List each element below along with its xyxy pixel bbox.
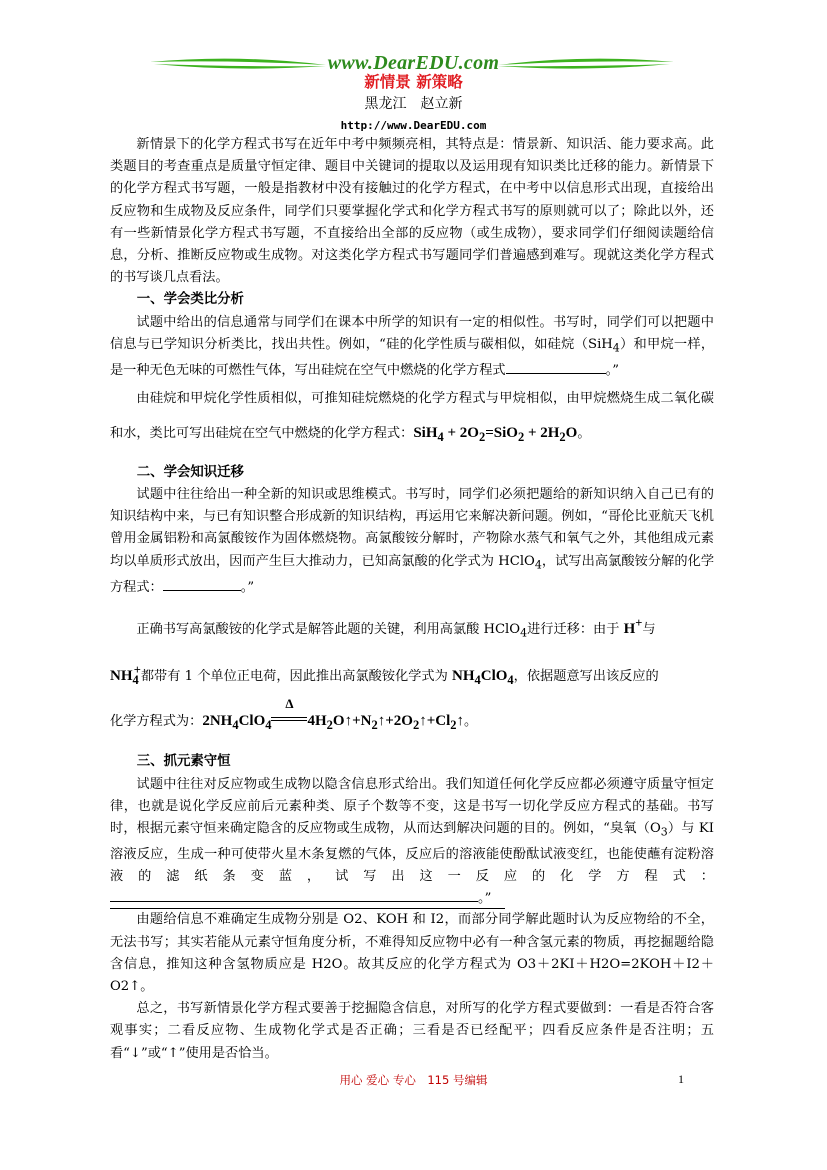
section2-paragraph2-cont: $NH_4^+$都带有 1 个单位正电荷，因此推出高氯酸铵化学式为 $NH_4ClO_4$，依据题意写出该反应的 (110, 663, 659, 688)
article-title: 新情景 新策略 (364, 72, 463, 91)
site-name: www.DearEDU.com (327, 52, 500, 74)
answer-blank (163, 577, 241, 591)
section3-paragraph2: 由题给信息不难确定生成物分别是 O2、KOH 和 I2，而部分同学解此题时认为反应物给的不全，无法书写；其实若能从元素守恒角度分析，不难得知反应物中必有一种含氢元素的物质，再挖掘题给隐含信息，推知这种含氢物质应是 H2O。故其反应的化学方程式为 O3＋2KI＋H2O=2KOH＋I2＋O2↑。 (110, 912, 714, 995)
answer-blank (506, 360, 606, 374)
intro-paragraph: 新情景下的化学方程式书写在近年中考中频频亮相，其特点是：情景新、知识活、能力要求高。此类题目的考查重点是质量守恒定律、题目中关键词的提取以及运用现有知识类比迁移的能力。新情景下的化学方程式书写题，一般是指教材中没有接触过的化学方程式，在中考中以信息形式出现，直接给出反应物和生成物及反应条件，同学们只要掌握化学式和化学方程式书写的原则就可以了；除此以外，还有一些新情景化学方程式书写题，不直接给出全部的反应物（或生成物），要求同学们仔细阅读题给信息，分析、推断反应物或生成物。对这类化学方程式书写题同学们普遍感到难写。现就这类化学方程式的书写谈几点看法。 (110, 137, 714, 286)
heat-condition: Δ (271, 717, 307, 725)
section1-paragraph1: 试题中给出的信息通常与同学们在课本中所学的知识有一定的相似性。书写时，同学们可以把题中信息与已学知识分析类比，找出共性。例如，“硅的化学性质与碳相似，如硅烷（SiH$_4$）和甲烷一样，是一种无色无味的可燃性气体，写出硅烷在空气中燃烧的化学方程式 。” (110, 314, 715, 378)
ammonium-ion: $NH_4^+$ (110, 663, 141, 688)
section2-paragraph2: 正确书写高氯酸铵的化学式是解答此题的关键，利用高氯酸 HClO$_4$进行迁移：由于 H+与 (136, 615, 656, 640)
footer-text: 用心 爱心 专心 115 号编辑 (339, 1073, 488, 1087)
section2-paragraph3: 化学方程式为：$2NH_4ClO_4$ Δ $4H_2O↑+N_2↑+2O_2↑+Cl_2↑$。 (110, 696, 478, 733)
section-heading-conservation: 三、抓元素守恒 (136, 754, 231, 770)
article-body (110, 134, 714, 1065)
site-url: http://www.DearEDU.com (340, 119, 487, 132)
ammonium-perchlorate: $NH_4ClO_4$ (451, 668, 514, 688)
article-author: 黑龙江 赵立新 (364, 96, 463, 112)
decomposition-formula: $2NH_4ClO_4$ Δ $4H_2O↑+N_2↑+2O_2↑+Cl_2↑$ (202, 696, 464, 733)
summary-paragraph: 总之，书写新情景化学方程式要善于挖掘隐含信息，对所写的化学方程式要做到：一看是否符合客观事实；二看反应物、生成物化学式是否正确；三看是否已经配平；四看反应条件是否注明；五看“↓”或“↑”使用是否恰当。 (110, 1001, 714, 1061)
section1-paragraph2: 由硅烷和甲烷化学性质相似，可推知硅烷燃烧的化学方程式与甲烷相似，由甲烷燃烧生成二氧化碳和水，类比可写出硅烷在空气中燃烧的化学方程式：$SiH_4 + 2O_2=SiO_2 + 2H_2O$。 (110, 390, 714, 444)
section-heading-analogy: 一、学会类比分析 (136, 292, 244, 308)
answer-blank (110, 888, 478, 902)
page-number: 1 (678, 1072, 684, 1086)
silane-combustion-formula: $SiH_4 + 2O_2=SiO_2 + 2H_2O$ (413, 424, 578, 444)
h-plus-ion: H+ (623, 615, 643, 637)
section3-paragraph1: 试题中往往对反应物或生成物以隐含信息形式给出。我们知道任何化学反应都必须遵守质量守恒定律，也就是说化学反应前后元素种类、原子个数等不变，这是书写一切化学反应方程式的基础。书写时，根据元素守恒来确定隐含的反应物或生成物，从而达到解决问题的目的。例如，“臭氧$(O_3)$与 KI 溶液反应，生成一种可使带火星木条复燃的气体，反应后的溶液能使酚酞试液变红，也能使蘸有淀粉溶液的滤纸条变蓝，试写出这一反应的化学方程式：。” (110, 776, 714, 907)
section-heading-transfer: 二、学会知识迁移 (136, 464, 244, 480)
section2-paragraph1: 试题中往往给出一种全新的知识或思维模式。书写时，同学们必须把题给的新知识纳入自己已有的知识结构中来，与已有知识整合形成新的知识结构，再运用它来解决新问题。例如，“哥伦比亚航天飞机曾用金属铝粉和高氯酸铵作为固体燃烧物。高氯酸铵分解时，产物除水蒸气和氧气之外，其他组成元素均以单质形式放出，因而产生巨大推动力，已知高氯酸的化学式为 HClO$_4$，试写出高氯酸铵分解的化学方程式： 。” (110, 487, 715, 595)
